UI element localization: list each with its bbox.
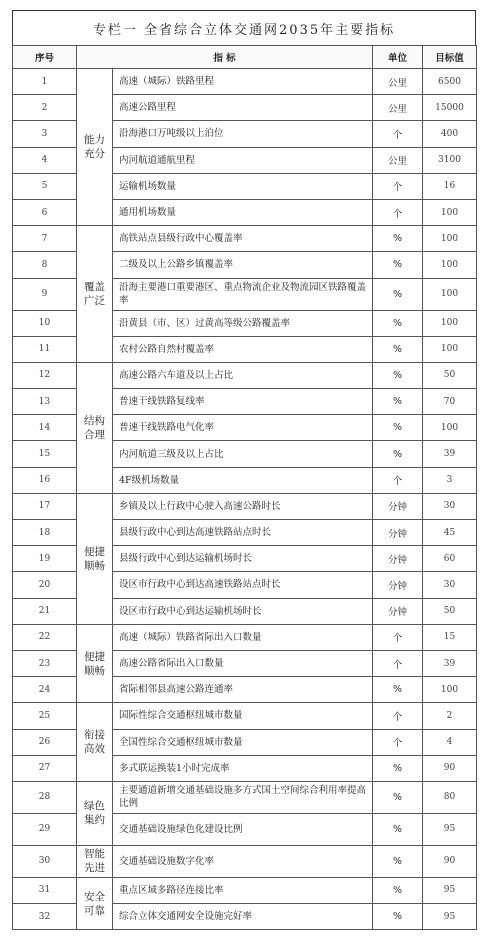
indicator-target: 15000 xyxy=(423,95,477,121)
table-body xyxy=(13,69,477,930)
indicator-name: 重点区域多路径连接比率 xyxy=(113,877,373,903)
indicator-target: 100 xyxy=(423,677,477,703)
row-number: 31 xyxy=(13,877,77,903)
row-number: 9 xyxy=(13,278,77,310)
indicator-target: 100 xyxy=(423,336,477,362)
indicator-name: 高速公路里程 xyxy=(113,95,373,121)
indicator-name: 普速干线铁路电气化率 xyxy=(113,415,373,441)
indicator-target: 3 xyxy=(423,467,477,493)
row-number: 29 xyxy=(13,813,77,845)
indicator-target: 95 xyxy=(423,877,477,903)
row-number: 2 xyxy=(13,95,77,121)
indicator-target: 100 xyxy=(423,252,477,278)
row-number: 22 xyxy=(13,624,77,650)
indicator-unit: % xyxy=(373,441,423,467)
indicator-target: 30 xyxy=(423,572,477,598)
row-number: 27 xyxy=(13,755,77,781)
indicator-name: 交通基础设施绿色化建设比例 xyxy=(113,813,373,845)
indicator-unit: % xyxy=(373,677,423,703)
header-target: 目标值 xyxy=(423,46,477,69)
indicator-unit: 公里 xyxy=(373,95,423,121)
indicator-unit: % xyxy=(373,845,423,877)
indicator-unit: 个 xyxy=(373,729,423,755)
indicator-name: 内河航道三级及以上占比 xyxy=(113,441,373,467)
indicator-unit: % xyxy=(373,755,423,781)
group-label: 便捷 顺畅 xyxy=(77,624,113,703)
row-number: 11 xyxy=(13,336,77,362)
indicator-target: 95 xyxy=(423,813,477,845)
indicator-unit: 个 xyxy=(373,624,423,650)
indicator-unit: % xyxy=(373,226,423,252)
indicator-name: 省际相邻县高速公路连通率 xyxy=(113,677,373,703)
indicator-unit: 分钟 xyxy=(373,572,423,598)
indicator-name: 县级行政中心到达高速铁路站点时长 xyxy=(113,520,373,546)
row-number: 4 xyxy=(13,147,77,173)
indicator-name: 全国性综合交通枢纽城市数量 xyxy=(113,729,373,755)
indicator-unit: % xyxy=(373,278,423,310)
indicator-unit: % xyxy=(373,415,423,441)
group-label: 智能 先进 xyxy=(77,845,113,877)
table-title: 专栏一 全省综合立体交通网2035年主要指标 xyxy=(12,10,476,45)
indicator-name: 高速（城际）铁路省际出入口数量 xyxy=(113,624,373,650)
indicator-name: 农村公路自然村覆盖率 xyxy=(113,336,373,362)
table-header-row xyxy=(13,46,477,69)
indicator-target: 100 xyxy=(423,310,477,336)
row-number: 3 xyxy=(13,121,77,147)
group-label: 能力 充分 xyxy=(77,69,113,226)
indicator-unit: 个 xyxy=(373,121,423,147)
indicator-target: 2 xyxy=(423,703,477,729)
indicator-name: 通用机场数量 xyxy=(113,199,373,225)
group-label: 便捷 顺畅 xyxy=(77,493,113,624)
indicator-name: 设区市行政中心到达运输机场时长 xyxy=(113,598,373,624)
indicator-target: 50 xyxy=(423,598,477,624)
row-number: 12 xyxy=(13,362,77,388)
indicator-unit: % xyxy=(373,813,423,845)
indicator-target: 50 xyxy=(423,362,477,388)
table-row xyxy=(13,69,477,95)
indicator-unit: 公里 xyxy=(373,69,423,95)
indicator-target: 100 xyxy=(423,226,477,252)
indicator-target: 60 xyxy=(423,546,477,572)
row-number: 26 xyxy=(13,729,77,755)
indicator-name: 高铁站点县级行政中心覆盖率 xyxy=(113,226,373,252)
row-number: 5 xyxy=(13,173,77,199)
indicator-name: 高速公路六车道及以上占比 xyxy=(113,362,373,388)
indicator-name: 主要通道新增交通基础设施多方式国土空间综合利用率提高比例 xyxy=(113,781,373,813)
indicator-target: 400 xyxy=(423,121,477,147)
row-number: 17 xyxy=(13,493,77,519)
indicator-unit: % xyxy=(373,336,423,362)
row-number: 1 xyxy=(13,69,77,95)
indicator-target: 6500 xyxy=(423,69,477,95)
indicator-unit: % xyxy=(373,877,423,903)
header-unit: 单位 xyxy=(373,46,423,69)
row-number: 25 xyxy=(13,703,77,729)
indicator-document xyxy=(12,10,476,930)
row-number: 6 xyxy=(13,199,77,225)
indicator-target: 3100 xyxy=(423,147,477,173)
table-row xyxy=(13,703,477,729)
indicator-target: 39 xyxy=(423,650,477,676)
indicator-target: 30 xyxy=(423,493,477,519)
indicator-name: 内河航道通航里程 xyxy=(113,147,373,173)
row-number: 18 xyxy=(13,520,77,546)
indicator-table xyxy=(12,45,477,930)
row-number: 7 xyxy=(13,226,77,252)
indicator-name: 乡镇及以上行政中心驶入高速公路时长 xyxy=(113,493,373,519)
row-number: 16 xyxy=(13,467,77,493)
table-row xyxy=(13,226,477,252)
indicator-name: 沿黄县（市、区）过黄高等级公路覆盖率 xyxy=(113,310,373,336)
table-row xyxy=(13,493,477,519)
group-label: 安全 可靠 xyxy=(77,877,113,929)
indicator-target: 15 xyxy=(423,624,477,650)
row-number: 14 xyxy=(13,415,77,441)
row-number: 8 xyxy=(13,252,77,278)
indicator-target: 100 xyxy=(423,278,477,310)
indicator-unit: 分钟 xyxy=(373,546,423,572)
indicator-target: 80 xyxy=(423,781,477,813)
indicator-unit: 个 xyxy=(373,173,423,199)
row-number: 28 xyxy=(13,781,77,813)
indicator-unit: % xyxy=(373,781,423,813)
indicator-target: 45 xyxy=(423,520,477,546)
group-label: 结构 合理 xyxy=(77,362,113,493)
indicator-name: 4F级机场数量 xyxy=(113,467,373,493)
table-row xyxy=(13,877,477,903)
indicator-unit: 个 xyxy=(373,199,423,225)
indicator-target: 16 xyxy=(423,173,477,199)
indicator-name: 运输机场数量 xyxy=(113,173,373,199)
row-number: 15 xyxy=(13,441,77,467)
indicator-name: 设区市行政中心到达高速铁路站点时长 xyxy=(113,572,373,598)
table-row xyxy=(13,362,477,388)
indicator-unit: % xyxy=(373,389,423,415)
indicator-name: 综合立体交通网安全设施完好率 xyxy=(113,904,373,930)
row-number: 30 xyxy=(13,845,77,877)
indicator-unit: 分钟 xyxy=(373,598,423,624)
indicator-target: 95 xyxy=(423,904,477,930)
indicator-unit: % xyxy=(373,904,423,930)
group-label: 衔接 高效 xyxy=(77,703,113,782)
indicator-unit: % xyxy=(373,310,423,336)
row-number: 23 xyxy=(13,650,77,676)
header-no: 序号 xyxy=(13,46,77,69)
indicator-unit: % xyxy=(373,362,423,388)
indicator-name: 交通基础设施数字化率 xyxy=(113,845,373,877)
indicator-target: 70 xyxy=(423,389,477,415)
indicator-name: 沿海主要港口重要港区、重点物流企业及物流园区铁路覆盖率 xyxy=(113,278,373,310)
indicator-name: 普速干线铁路复线率 xyxy=(113,389,373,415)
indicator-target: 4 xyxy=(423,729,477,755)
group-label: 覆盖 广泛 xyxy=(77,226,113,363)
indicator-target: 90 xyxy=(423,845,477,877)
row-number: 13 xyxy=(13,389,77,415)
indicator-name: 沿海港口万吨级以上泊位 xyxy=(113,121,373,147)
row-number: 21 xyxy=(13,598,77,624)
indicator-name: 高速（城际）铁路里程 xyxy=(113,69,373,95)
table-row xyxy=(13,624,477,650)
indicator-name: 县级行政中心到达运输机场时长 xyxy=(113,546,373,572)
row-number: 19 xyxy=(13,546,77,572)
indicator-unit: 分钟 xyxy=(373,493,423,519)
indicator-target: 39 xyxy=(423,441,477,467)
row-number: 10 xyxy=(13,310,77,336)
row-number: 20 xyxy=(13,572,77,598)
indicator-unit: 公里 xyxy=(373,147,423,173)
indicator-target: 90 xyxy=(423,755,477,781)
indicator-unit: 个 xyxy=(373,467,423,493)
indicator-unit: 个 xyxy=(373,650,423,676)
indicator-name: 二级及以上公路乡镇覆盖率 xyxy=(113,252,373,278)
indicator-unit: % xyxy=(373,252,423,278)
indicator-target: 100 xyxy=(423,199,477,225)
indicator-unit: 分钟 xyxy=(373,520,423,546)
row-number: 24 xyxy=(13,677,77,703)
row-number: 32 xyxy=(13,904,77,930)
table-row xyxy=(13,845,477,877)
table-row xyxy=(13,781,477,813)
indicator-name: 国际性综合交通枢纽城市数量 xyxy=(113,703,373,729)
header-indicator: 指 标 xyxy=(77,46,373,69)
indicator-target: 100 xyxy=(423,415,477,441)
indicator-unit: 个 xyxy=(373,703,423,729)
indicator-name: 多式联运换装1小时完成率 xyxy=(113,755,373,781)
indicator-name: 高速公路省际出入口数量 xyxy=(113,650,373,676)
group-label: 绿色 集约 xyxy=(77,781,113,845)
